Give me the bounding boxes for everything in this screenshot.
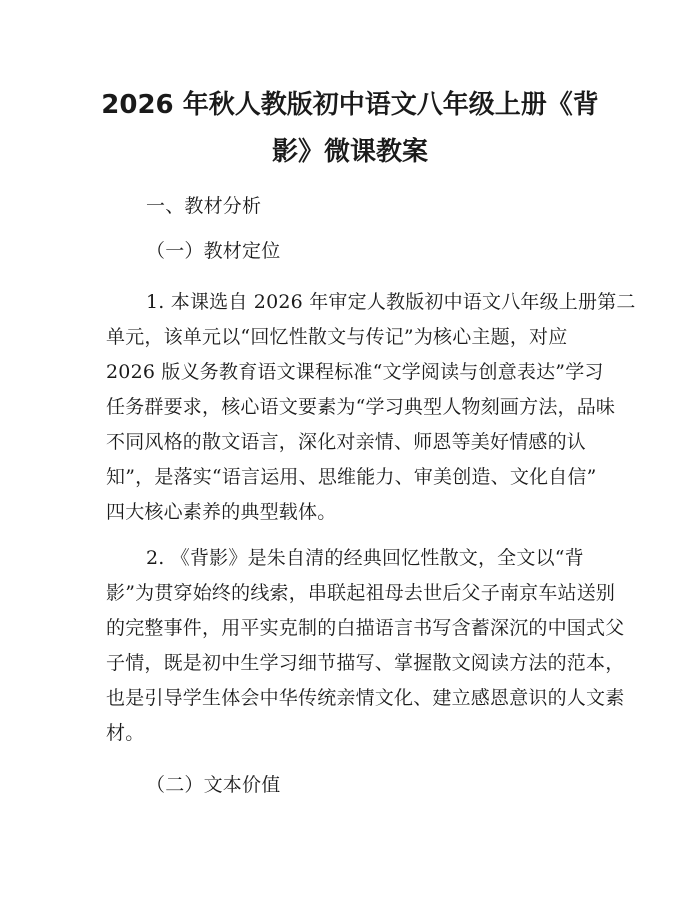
paragraph-1-line: 任务群要求，核心语文要素为“学习典型人物刻画方法，品味	[106, 396, 616, 418]
paragraph-2-line: 的完整事件，用平实克制的白描语言书写含蓄深沉的中国式父	[106, 617, 625, 639]
paragraph-2-line: 子情，既是初中生学习细节描写、掌握散文阅读方法的范本，	[106, 652, 625, 674]
paragraph-1-line: 知”，是落实“语言运用、思维能力、审美创造、文化自信”	[106, 466, 597, 488]
paragraph-2-line: 材。	[106, 722, 145, 744]
paragraph-1-line: 2026 版义务教育语文课程标准“文学阅读与创意表达”学习	[106, 361, 604, 383]
document-title-line-1: 2026 年秋人教版初中语文八年级上册《背	[101, 90, 599, 120]
paragraph-1-line: 不同风格的散文语言，深化对亲情、师恩等美好情感的认	[106, 431, 587, 453]
paragraph-2-line: 影”为贯穿始终的线索，串联起祖母去世后父子南京车站送别	[106, 582, 616, 604]
paragraph-2-line: 也是引导学生体会中华传统亲情文化、建立感恩意识的人文素	[106, 687, 625, 709]
paragraph-1-line: 单元，该单元以“回忆性散文与传记”为核心主题，对应	[106, 326, 568, 348]
subsection-heading-text-value: （二）文本价值	[146, 774, 281, 796]
paragraph-1-line: 1. 本课选自 2026 年审定人教版初中语文八年级上册第二	[146, 291, 636, 313]
paragraph-1-line: 四大核心素养的典型载体。	[106, 501, 337, 523]
subsection-heading-positioning: （一）教材定位	[146, 240, 281, 262]
document-title-line-2: 影》微课教案	[271, 137, 428, 167]
paragraph-2-line: 2. 《背影》是朱自清的经典回忆性散文，全文以“背	[146, 547, 584, 569]
section-heading-textbook-analysis: 一、教材分析	[146, 195, 262, 217]
